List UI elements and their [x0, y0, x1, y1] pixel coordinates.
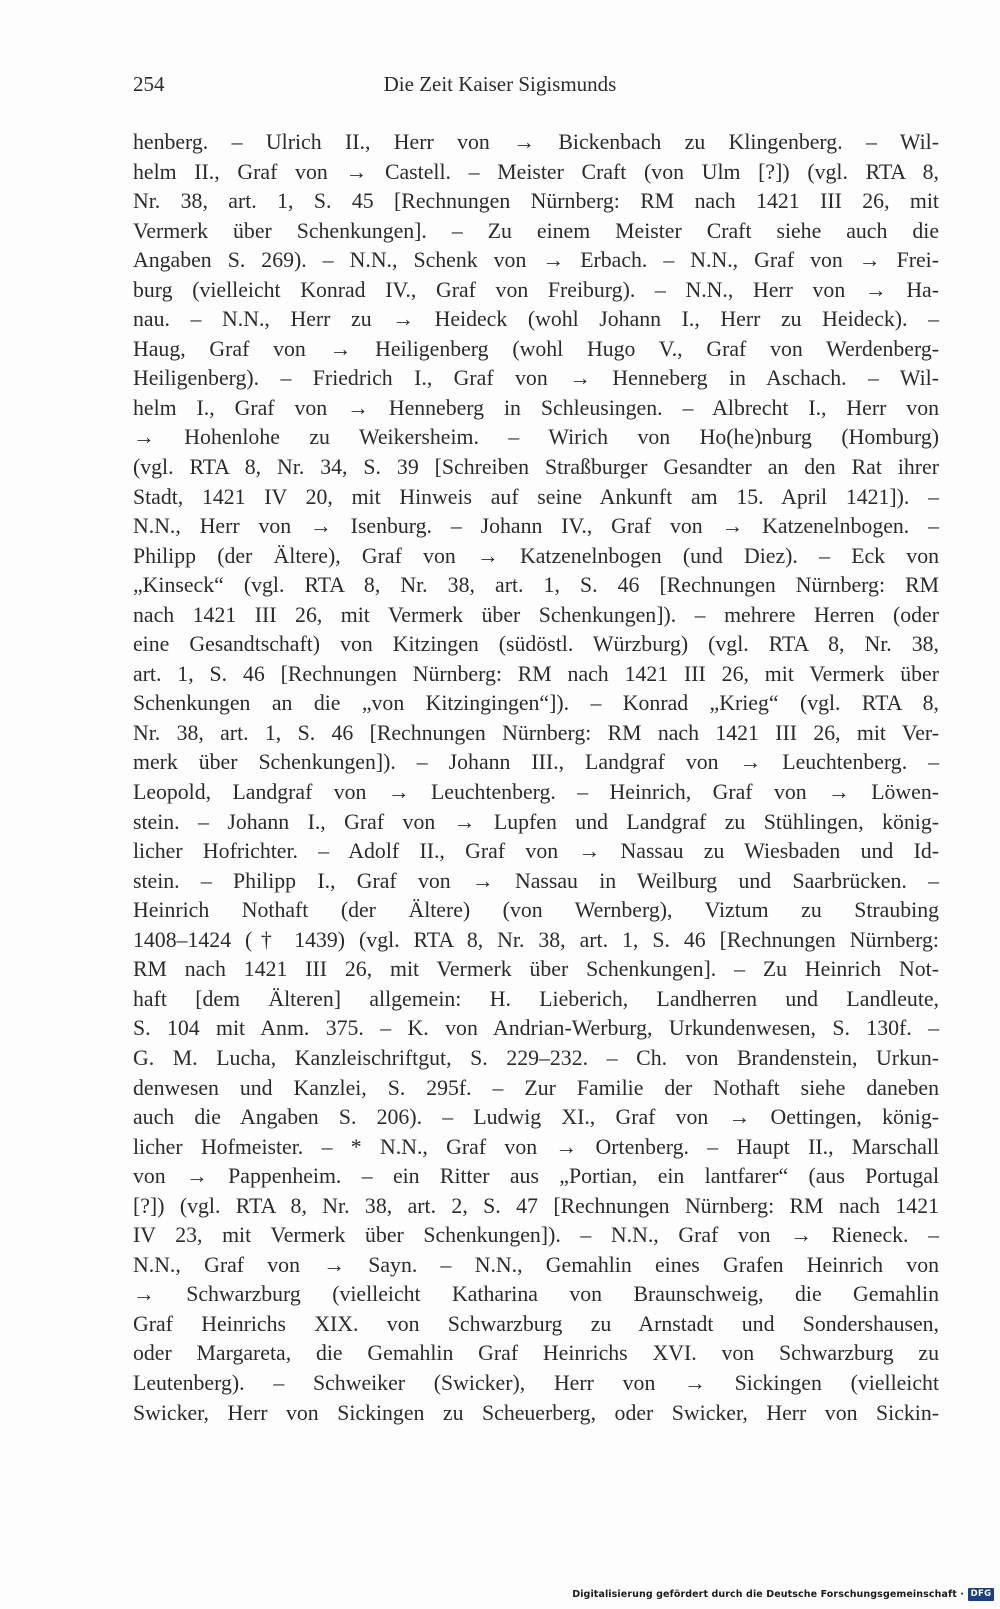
text-line: N.N., Herr von → Isenburg. – Johann IV., Graf von → Katzenelnbogen. – — [133, 514, 939, 539]
text-line: stein. – Philipp I., Graf von → Nassau in Weilburg und Saarbrücken. – — [133, 868, 939, 893]
text-line: burg (vielleicht Konrad IV., Graf von Freiburg). – N.N., Herr von → Ha- — [133, 277, 939, 302]
text-line: nach 1421 III 26, mit Vermerk über Schenkungen]). – mehrere Herren (oder — [133, 602, 939, 627]
text-line: Stadt, 1421 IV 20, mit Hinweis auf seine Ankunft am 15. April 1421]). – — [133, 484, 939, 509]
text-line: G. M. Lucha, Kanzleischriftgut, S. 229–232. – Ch. von Brandenstein, Urkun- — [133, 1045, 939, 1070]
text-line: haft [dem Älteren] allgemein: H. Lieberich, Landherren und Landleute, — [133, 986, 939, 1011]
text-line: Vermerk über Schenkungen]. – Zu einem Meister Craft siehe auch die — [133, 218, 939, 243]
text-line: IV 23, mit Vermerk über Schenkungen]). – N.N., Graf von → Rieneck. – — [133, 1223, 939, 1248]
text-line: Heinrich Nothaft (der Ältere) (von Wernberg), Viztum zu Straubing — [133, 898, 939, 923]
text-line: 1408–1424 († 1439) (vgl. RTA 8, Nr. 38, art. 1, S. 46 [Rechnungen Nürnberg: — [133, 927, 939, 952]
text-line: Graf Heinrichs XIX. von Schwarzburg zu Arnstadt und Sondershausen, — [133, 1311, 939, 1336]
running-title: Die Zeit Kaiser Sigismunds — [383, 72, 617, 96]
text-line: Heiligenberg). – Friedrich I., Graf von → Henneberg in Aschach. – Wil- — [133, 366, 939, 391]
text-line: Swicker, Herr von Sickingen zu Scheuerberg, oder Swicker, Herr von Sickin- — [133, 1400, 939, 1425]
text-line: Nr. 38, art. 1, S. 45 [Rechnungen Nürnberg: RM nach 1421 III 26, mit — [133, 189, 939, 214]
text-line: Haug, Graf von → Heiligenberg (wohl Hugo V., Graf von Werdenberg- — [133, 336, 939, 361]
text-line: Nr. 38, art. 1, S. 46 [Rechnungen Nürnberg: RM nach 1421 III 26, mit Ver- — [133, 720, 939, 745]
text-line: [?]) (vgl. RTA 8, Nr. 38, art. 2, S. 47 [Rechnungen Nürnberg: RM nach 1421 — [133, 1193, 939, 1218]
footer-credit — [572, 1585, 994, 1603]
text-line: auch die Angaben S. 206). – Ludwig XI., Graf von → Oettingen, könig- — [133, 1105, 939, 1130]
text-line: „Kinseck“ (vgl. RTA 8, Nr. 38, art. 1, S. 46 [Rechnungen Nürnberg: RM — [133, 573, 939, 598]
text-line: oder Margareta, die Gemahlin Graf Heinrichs XVI. von Schwarzburg zu — [133, 1341, 939, 1366]
dfg-logo: DFG — [968, 1588, 994, 1601]
text-line: merk über Schenkungen]). – Johann III., Landgraf von → Leuchtenberg. – — [133, 750, 939, 775]
text-line: N.N., Graf von → Sayn. – N.N., Gemahlin eines Grafen Heinrich von — [133, 1252, 939, 1277]
footer-text: Digitalisierung gefördert durch die Deutsche Forschungsgemeinschaft · — [572, 1588, 964, 1600]
text-line: denwesen und Kanzlei, S. 295f. – Zur Familie der Nothaft siehe daneben — [133, 1075, 939, 1100]
text-line: → Hohenlohe zu Weikersheim. – Wirich von Ho(he)nburg (Homburg) — [133, 425, 939, 450]
page-number: 254 — [133, 72, 165, 96]
text-line: (vgl. RTA 8, Nr. 34, S. 39 [Schreiben Straßburger Gesandter an den Rat ihrer — [133, 455, 939, 480]
text-line: RM nach 1421 III 26, mit Vermerk über Schenkungen]. – Zu Heinrich Not- — [133, 957, 939, 982]
text-line: Schenkungen an die „von Kitzingingen“]). – Konrad „Krieg“ (vgl. RTA 8, — [133, 691, 939, 716]
text-line: licher Hofmeister. – * N.N., Graf von → Ortenberg. – Haupt II., Marschall — [133, 1134, 939, 1159]
text-line: art. 1, S. 46 [Rechnungen Nürnberg: RM nach 1421 III 26, mit Vermerk über — [133, 661, 939, 686]
text-line: Philipp (der Ältere), Graf von → Katzenelnbogen (und Diez). – Eck von — [133, 543, 939, 568]
text-line: eine Gesandtschaft) von Kitzingen (südöstl. Würzburg) (vgl. RTA 8, Nr. 38, — [133, 632, 939, 657]
text-line: S. 104 mit Anm. 375. – K. von Andrian-Werburg, Urkundenwesen, S. 130f. – — [133, 1016, 939, 1041]
text-line: stein. – Johann I., Graf von → Lupfen und Landgraf zu Stühlingen, könig- — [133, 809, 939, 834]
text-line: henberg. – Ulrich II., Herr von → Bickenbach zu Klingenberg. – Wil- — [133, 130, 939, 154]
text-line: → Schwarzburg (vielleicht Katharina von Braunschweig, die Gemahlin — [133, 1282, 939, 1307]
text-line: Angaben S. 269). – N.N., Schenk von → Erbach. – N.N., Graf von → Frei- — [133, 248, 939, 273]
text-line: von → Pappenheim. – ein Ritter aus „Portian, ein lantfarer“ (aus Portugal — [133, 1164, 939, 1189]
text-line: helm I., Graf von → Henneberg in Schleusingen. – Albrecht I., Herr von — [133, 395, 939, 420]
text-line: Leopold, Landgraf von → Leuchtenberg. – Heinrich, Graf von → Löwen- — [133, 780, 939, 805]
body-text — [133, 128, 939, 1428]
text-line: helm II., Graf von → Castell. – Meister Craft (von Ulm [?]) (vgl. RTA 8, — [133, 159, 939, 184]
text-line: licher Hofrichter. – Adolf II., Graf von → Nassau zu Wiesbaden und Id- — [133, 839, 939, 864]
text-line: Leutenberg). – Schweiker (Swicker), Herr von → Sickingen (vielleicht — [133, 1370, 939, 1395]
text-line: nau. – N.N., Herr zu → Heideck (wohl Johann I., Herr zu Heideck). – — [133, 307, 939, 332]
